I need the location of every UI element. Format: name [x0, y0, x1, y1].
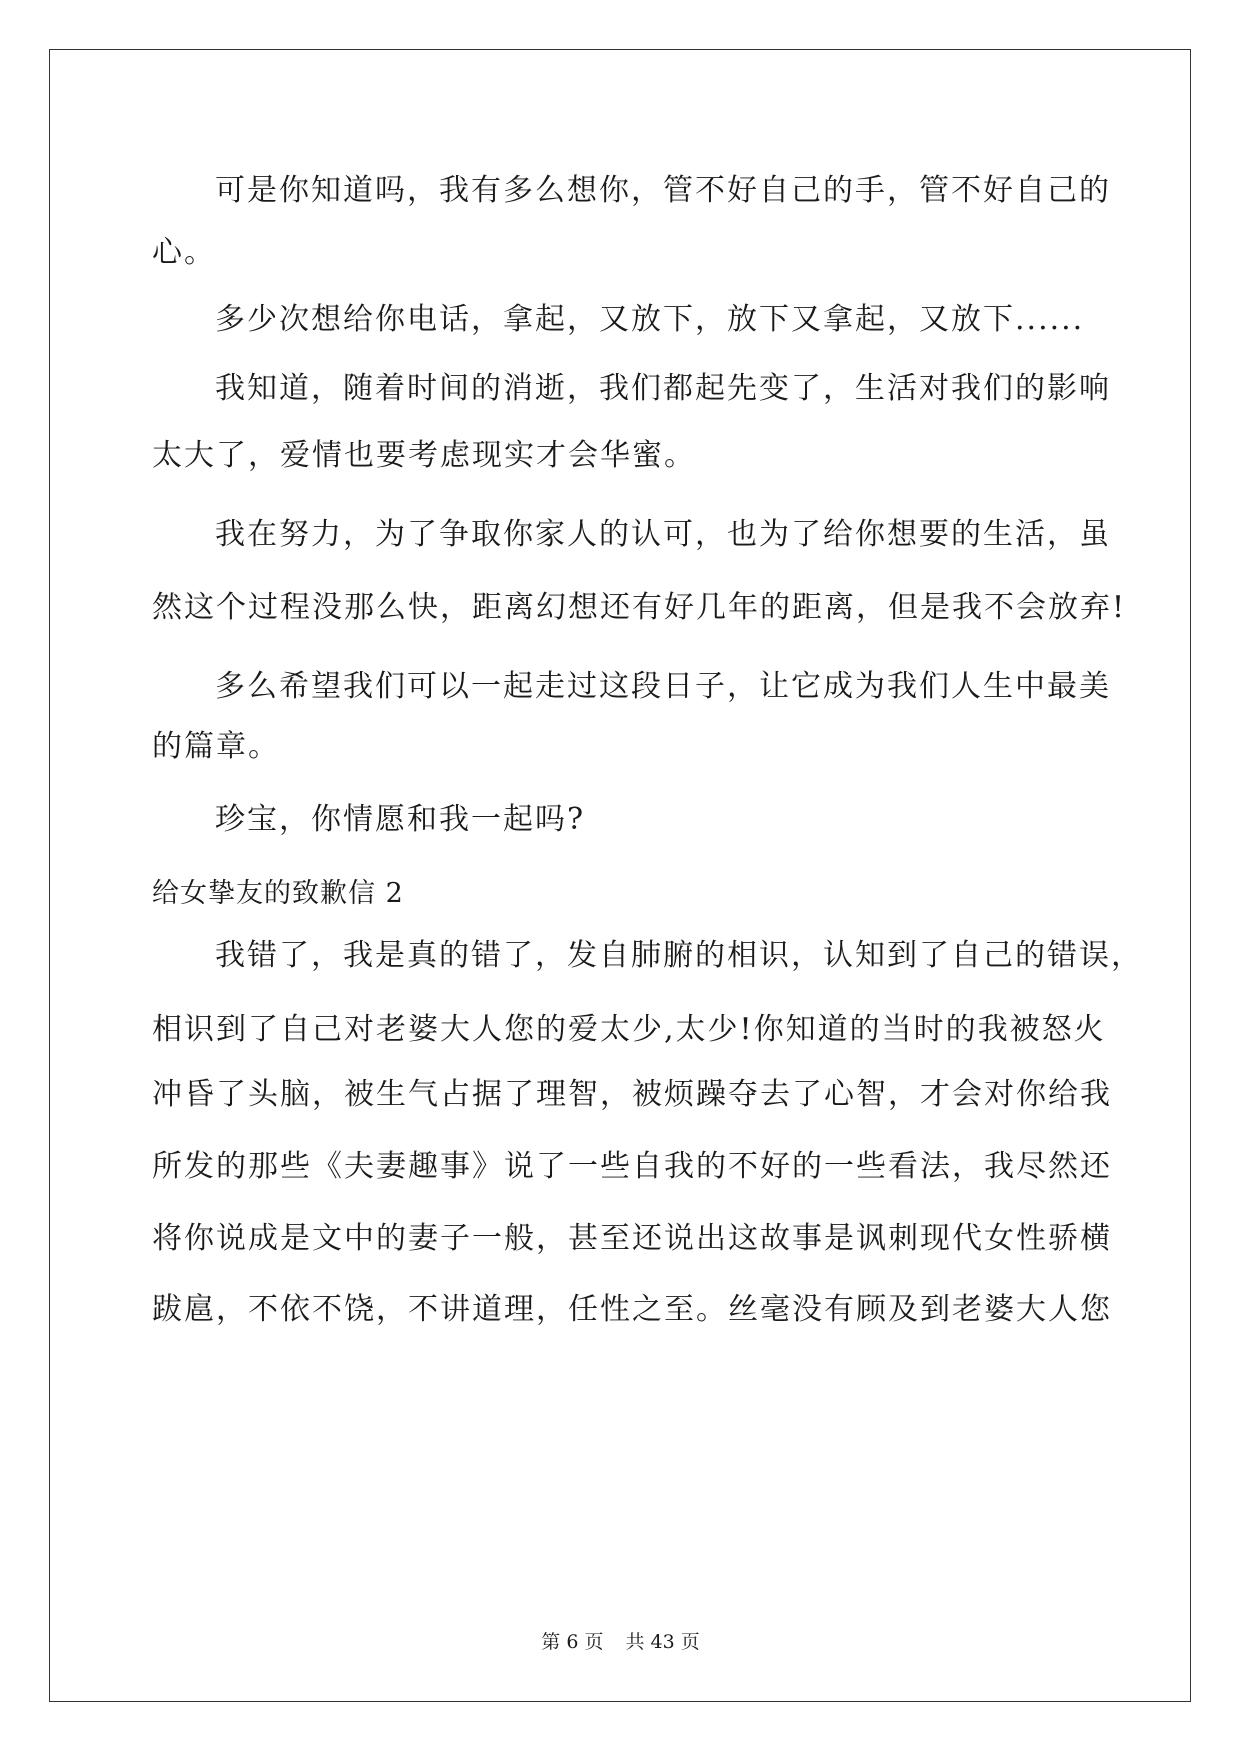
- body-text-line: 所发的那些《夫妻趣事》说了一些自我的不好的一些看法，我尽然还: [152, 1149, 1112, 1184]
- body-text-line: 跋扈，不依不饶，不讲道理，任性之至。丝毫没有顾及到老婆大人您: [152, 1292, 1112, 1327]
- body-text-line: 可是你知道吗，我有多么想你，管不好自己的手，管不好自己的: [215, 173, 1111, 208]
- body-text-line: 多少次想给你电话，拿起，又放下，放下又拿起，又放下......: [215, 302, 1085, 337]
- body-text-line: 我错了，我是真的错了，发自肺腑的相识，认知到了自己的错误，: [215, 938, 1143, 973]
- section-heading: 给女挚友的致歉信 2: [152, 878, 404, 909]
- body-text-line: 太大了，爱情也要考虑现实才会华蜜。: [152, 438, 696, 473]
- body-text-line: 多么希望我们可以一起走过这段日子，让它成为我们人生中最美: [215, 669, 1111, 704]
- body-text-line: 的篇章。: [152, 729, 280, 764]
- body-text-line: 我在努力，为了争取你家人的认可，也为了给你想要的生活，虽: [215, 517, 1111, 552]
- page-total: 共 43 页: [625, 1631, 700, 1653]
- body-text-line: 我知道，随着时间的消逝，我们都起先变了，生活对我们的影响: [215, 371, 1111, 406]
- body-text-line: 将你说成是文中的妻子一般，甚至还说出这故事是讽刺现代女性骄横: [152, 1221, 1112, 1256]
- body-text-line: 相识到了自己对老婆大人您的爱太少,太少!你知道的当时的我被怒火: [152, 1012, 1106, 1047]
- page-footer: [0, 1630, 1241, 1654]
- page-number: 第 6 页: [541, 1631, 604, 1653]
- body-text-line: 心。: [152, 235, 216, 270]
- body-text-line: 珍宝，你情愿和我一起吗?: [215, 802, 586, 837]
- body-text-line: 然这个过程没那么快，距离幻想还有好几年的距离，但是我不会放弃!: [152, 590, 1127, 625]
- body-text-line: 冲昏了头脑，被生气占据了理智，被烦躁夺去了心智，才会对你给我: [152, 1077, 1112, 1112]
